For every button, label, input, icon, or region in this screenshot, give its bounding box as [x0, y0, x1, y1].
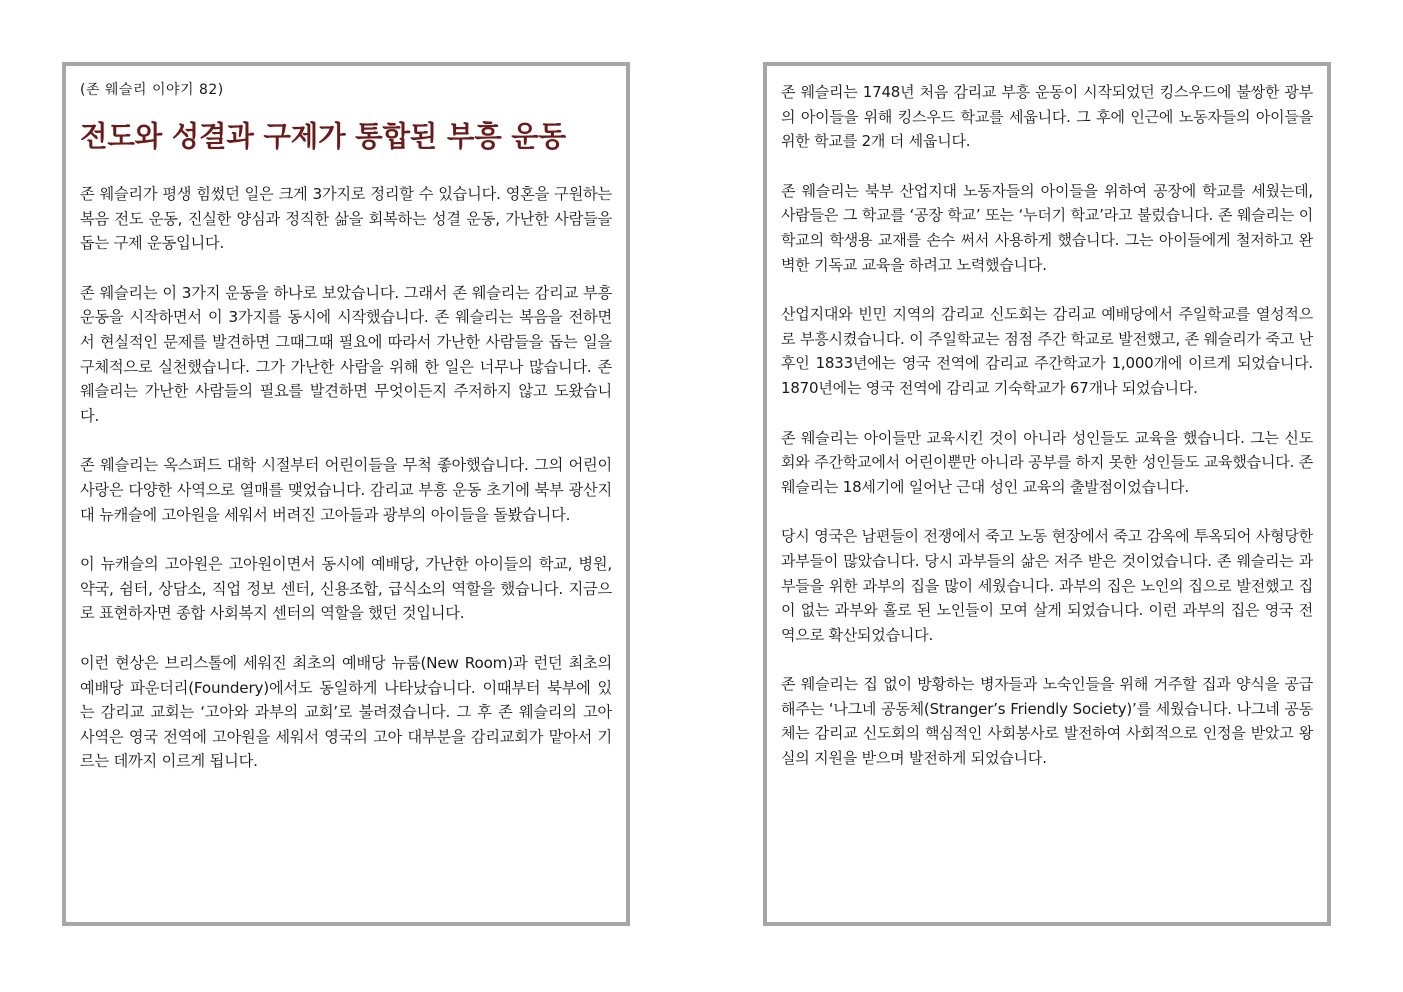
paragraph: 존 웨슬리가 평생 힘썼던 일은 크게 3가지로 정리할 수 있습니다. 영혼을 구원하는 복음 전도 운동, 진실한 양심과 정직한 삶을 회복하는 성결 운동, 가난한 사람들을 돕는 구제 운동입니다.: [80, 185, 612, 253]
paragraph: 존 웨슬리는 집 없이 방황하는 병자들과 노숙인들을 위해 거주할 집과 양식을 공급해주는 ‘나그네 공동체(Stranger’s Friendly Society)’를 세웠습니다. 나그네 공동체는 감리교 신도회의 핵심적인 사회봉사로 발전하여 사회적으로 인정을 받았고 왕실의 지원을 받으며 발전하게 되었습니다.: [781, 675, 1313, 768]
paragraph: 존 웨슬리는 1748년 처음 감리교 부흥 운동이 시작되었던 킹스우드에 불쌍한 광부의 아이들을 위해 킹스우드 학교를 세웁니다. 그 후에 인근에 노동자들의 아이들을 위한 학교를 2개 더 세웁니다.: [781, 83, 1313, 151]
left-page: [62, 62, 630, 926]
right-page: [763, 62, 1331, 926]
paragraph: 당시 영국은 남편들이 전쟁에서 죽고 노동 현장에서 죽고 감옥에 투옥되어 사형당한 과부들이 많았습니다. 당시 과부들의 삶은 저주 받은 것이었습니다. 존 웨슬리는 과부들을 위한 과부의 집을 많이 세웠습니다. 과부의 집은 노인의 집으로 발전했고 집이 없는 과부와 홀로 된 노인들이 모여 살게 되었습니다. 이런 과부의 집은 영국 전역으로 확산되었습니다.: [781, 527, 1313, 644]
paragraph: 존 웨슬리는 이 3가지 운동을 하나로 보았습니다. 그래서 존 웨슬리는 감리교 부흥 운동을 시작하면서 이 3가지를 동시에 시작했습니다. 존 웨슬리는 복음을 전하면서 현실적인 문제를 발견하면 그때그때 필요에 따라서 가난한 사람들을 돕는 일을 구체적으로 실천했습니다. 그가 가난한 사람을 위해 한 일은 너무나 많습니다. 존 웨슬리는 가난한 사람들의 필요를 발견하면 무엇이든지 주저하지 않고 도왔습니다.: [80, 283, 612, 425]
paragraph: 존 웨슬리는 북부 산업지대 노동자들의 아이들을 위하여 공장에 학교를 세웠는데, 사람들은 그 학교를 ‘공장 학교’ 또는 ‘누더기 학교’라고 불렀습니다. 존 웨슬리는 이 학교의 학생용 교재를 손수 써서 사용하게 했습니다. 그는 아이들에게 철저하고 완벽한 기독교 교육을 하려고 노력했습니다.: [781, 181, 1313, 274]
left-page-content: [80, 80, 612, 912]
paragraph: 산업지대와 빈민 지역의 감리교 신도회는 감리교 예배당에서 주일학교를 열성적으로 부흥시켰습니다. 이 주일학교는 점점 주간 학교로 발전했고, 존 웨슬리가 죽고 난 후인 1833년에는 영국 전역에 감리교 주간학교가 1,000개에 이르게 되었습니다. 1870년에는 영국 전역에 감리교 기숙학교가 67개나 되었습니다.: [781, 305, 1313, 397]
series-label: (존 웨슬리 이야기 82): [80, 82, 224, 98]
paragraph: 존 웨슬리는 옥스퍼드 대학 시절부터 어린이들을 무척 좋아했습니다. 그의 어린이 사랑은 다양한 사역으로 열매를 맺었습니다. 감리교 부흥 운동 초기에 북부 광산지대 뉴캐슬에 고아원을 세워서 버려진 고아들과 광부의 아이들을 돌봤습니다.: [80, 456, 612, 524]
right-page-content: [781, 80, 1313, 912]
page-title: 전도와 성결과 구제가 통합된 부흥 운동: [80, 119, 566, 153]
paragraph: 존 웨슬리는 아이들만 교육시킨 것이 아니라 성인들도 교육을 했습니다. 그는 신도회와 주간학교에서 어린이뿐만 아니라 공부를 하지 못한 성인들도 교육했습니다. 존 웨슬리는 18세기에 일어난 근대 성인 교육의 출발점이었습니다.: [781, 428, 1313, 496]
paragraph: 이 뉴캐슬의 고아원은 고아원이면서 동시에 예배당, 가난한 아이들의 학교, 병원, 약국, 쉼터, 상담소, 직업 정보 센터, 신용조합, 급식소의 역할을 했습니다. 지금으로 표현하자면 종합 사회복지 센터의 역할을 했던 것입니다.: [80, 555, 612, 623]
paragraph: 이런 현상은 브리스톨에 세워진 최초의 예배당 뉴룸(New Room)과 런던 최초의 예배당 파운더리(Foundery)에서도 동일하게 나타났습니다. 이때부터 북부에 있는 감리교 교회는 ‘고아와 과부의 교회’로 불려졌습니다. 그 후 존 웨슬리의 고아 사역은 영국 전역에 고아원을 세워서 영국의 고아 대부분을 감리교회가 맡아서 기르는 데까지 이르게 됩니다.: [80, 653, 612, 771]
